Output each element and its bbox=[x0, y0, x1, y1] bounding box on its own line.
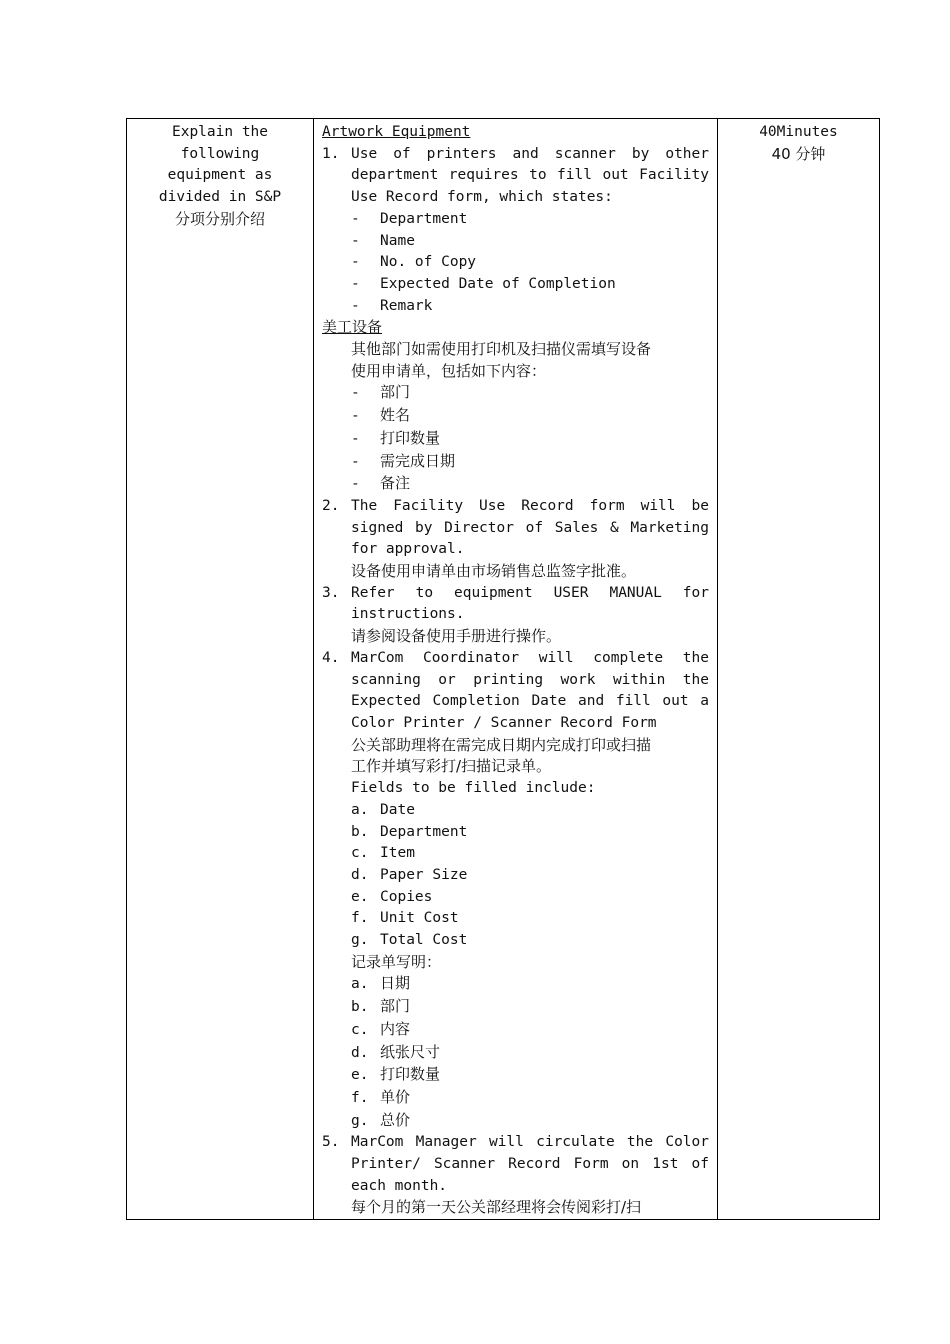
bullet-dash: - bbox=[351, 254, 360, 271]
field-text: 打印数量 bbox=[380, 1065, 441, 1084]
field-letter: f. bbox=[351, 1089, 369, 1106]
item-text-line: 其他部门如需使用打印机及扫描仪需填写设备 bbox=[351, 340, 652, 359]
fields-intro-cn: 记录单写明： bbox=[351, 952, 442, 971]
field-letter: f. bbox=[351, 910, 369, 927]
bullet-text: 备注 bbox=[380, 474, 411, 493]
topic-line: Explain the bbox=[171, 124, 269, 140]
section-heading-cn: 美工设备 bbox=[322, 318, 383, 337]
duration-en: 40Minutes bbox=[759, 124, 838, 140]
bullet-dash: - bbox=[351, 232, 360, 249]
field-text: Copies bbox=[380, 888, 433, 905]
field-letter: b. bbox=[351, 823, 369, 840]
field-text: 总价 bbox=[380, 1110, 411, 1129]
topic-line: following bbox=[180, 145, 260, 162]
item-text-line: Use Record form, which states: bbox=[351, 189, 613, 206]
bullet-dash: - bbox=[351, 275, 360, 292]
field-text: Item bbox=[380, 845, 415, 862]
field-text: 日期 bbox=[380, 974, 411, 993]
item-text-line: Printer/ Scanner Record Form on 1st of bbox=[351, 1156, 709, 1173]
field-text: Total Cost bbox=[380, 932, 468, 949]
item-text-line: MarCom Coordinator will complete the bbox=[351, 649, 709, 666]
item-text-line: instructions. bbox=[351, 606, 465, 623]
item-text-cn: 设备使用申请单由市场销售总监签字批准。 bbox=[351, 562, 637, 581]
content-cell bbox=[314, 119, 718, 1220]
bullet-text: No. of Copy bbox=[380, 254, 477, 271]
bullet-text: 打印数量 bbox=[380, 428, 441, 447]
bullet-text: Department bbox=[380, 210, 468, 227]
item-text-cn: 工作并填写彩打/扫描记录单。 bbox=[351, 757, 552, 776]
field-text: 单价 bbox=[380, 1087, 411, 1106]
bullet-text: Expected Date of Completion bbox=[380, 275, 616, 292]
list-item-2: 2. The Facility Use Record form will be signed by Director of Sales & Marketing for approval. 设备使用申请单由市场销售总监签字批准。 bbox=[322, 496, 709, 583]
item-text-line: Color Printer / Scanner Record Form bbox=[351, 714, 657, 731]
field-text: 内容 bbox=[380, 1019, 411, 1038]
duration-cell bbox=[718, 119, 880, 1220]
field-letter: d. bbox=[351, 866, 369, 883]
topic-line: equipment as bbox=[167, 167, 273, 184]
duration-cn: 40 分钟 bbox=[771, 144, 826, 163]
procedure-table bbox=[126, 118, 880, 1220]
bullet-dash: - bbox=[351, 210, 360, 227]
list-item-1: 1. Use of printers and scanner by other department requires to fill out Facility Use Record form, which states: - Department - Name - No. of Copy - Expected Date of Completion - Remark bbox=[322, 144, 709, 318]
field-letter: c. bbox=[351, 845, 369, 862]
bullet-dash: - bbox=[351, 385, 360, 402]
item-text-cn: 每个月的第一天公关部经理将会传阅彩打/扫 bbox=[351, 1198, 642, 1217]
item-text-line: Refer to equipment USER MANUAL for bbox=[351, 584, 709, 601]
item-text-line: Expected Completion Date and fill out a bbox=[351, 693, 709, 710]
item-text-line: 使用申请单，包括如下内容： bbox=[351, 361, 547, 380]
field-letter: b. bbox=[351, 999, 369, 1016]
bullet-text: Remark bbox=[380, 297, 433, 314]
field-text: Department bbox=[380, 823, 468, 840]
item-text-cn: 请参阅设备使用手册进行操作。 bbox=[351, 627, 562, 646]
field-text: Paper Size bbox=[380, 866, 468, 883]
bullet-text: Name bbox=[380, 232, 415, 249]
field-letter: d. bbox=[351, 1044, 369, 1061]
bullet-dash: - bbox=[351, 430, 360, 447]
field-text: 部门 bbox=[380, 997, 411, 1016]
field-letter: g. bbox=[351, 932, 369, 949]
bullet-dash: - bbox=[351, 408, 360, 425]
field-letter: c. bbox=[351, 1021, 369, 1038]
bullet-list-cn bbox=[322, 382, 709, 496]
field-text: Unit Cost bbox=[380, 910, 459, 927]
item-text-line: The Facility Use Record form will be bbox=[351, 497, 709, 514]
topic-cn: 分项分别介绍 bbox=[174, 209, 265, 228]
list-item-4: 4. MarCom Coordinator will complete the scanning or printing work within the Expected Completion Date and fill out a Color Printer / Scanner Record Form 公关部助理将在需完成日期内完成打印或扫描 工作并填写彩打/扫描记录单。 Fields to be filled include: a. Date b. Department c. Item d. Paper Size e. Copies f. Unit Cost g. Total Cost 记录单写明： a. 日期 b. 部门 c. 内容 d. 纸张尺寸 e. 打印数量 f. 单价 g. 总价 bbox=[322, 648, 709, 1132]
item-text-line: MarCom Manager will circulate the Color bbox=[351, 1134, 709, 1151]
item-text-line: each month. bbox=[351, 1177, 448, 1194]
bullet-text: 需完成日期 bbox=[380, 451, 456, 470]
field-letter: e. bbox=[351, 1067, 369, 1084]
field-text: Date bbox=[380, 801, 415, 818]
item-text-line: signed by Director of Sales & Marketing bbox=[351, 519, 709, 536]
bullet-dash: - bbox=[351, 297, 360, 314]
item-text-line: department requires to fill out Facility bbox=[351, 167, 709, 184]
item-text-line: for approval. bbox=[351, 541, 465, 558]
list-item-3: 3. Refer to equipment USER MANUAL for instructions. 请参阅设备使用手册进行操作。 bbox=[322, 583, 709, 648]
field-letter: a. bbox=[351, 976, 369, 993]
list-item-5: 5. MarCom Manager will circulate the Color Printer/ Scanner Record Form on 1st of each month. 每个月的第一天公关部经理将会传阅彩打/扫 bbox=[322, 1132, 709, 1219]
field-letter: e. bbox=[351, 888, 369, 905]
section-heading-en: Artwork Equipment bbox=[322, 124, 471, 140]
bullet-dash: - bbox=[351, 476, 360, 493]
bullet-text: 部门 bbox=[380, 383, 411, 402]
bullet-text: 姓名 bbox=[380, 406, 411, 425]
field-text: 纸张尺寸 bbox=[380, 1042, 441, 1061]
fields-intro: Fields to be filled include: bbox=[351, 780, 596, 797]
topic-cell bbox=[127, 119, 314, 1220]
topic-line: divided in S&P bbox=[158, 189, 282, 206]
bullet-dash: - bbox=[351, 453, 360, 470]
list-item-1-cn bbox=[322, 339, 709, 382]
field-letter: a. bbox=[351, 801, 369, 818]
table-row bbox=[127, 119, 880, 1220]
item-text-cn: 公关部助理将在需完成日期内完成打印或扫描 bbox=[351, 735, 652, 754]
item-text-line: scanning or printing work within the bbox=[351, 671, 709, 688]
field-letter: g. bbox=[351, 1112, 369, 1129]
item-text-line: Use of printers and scanner by other bbox=[351, 145, 709, 162]
